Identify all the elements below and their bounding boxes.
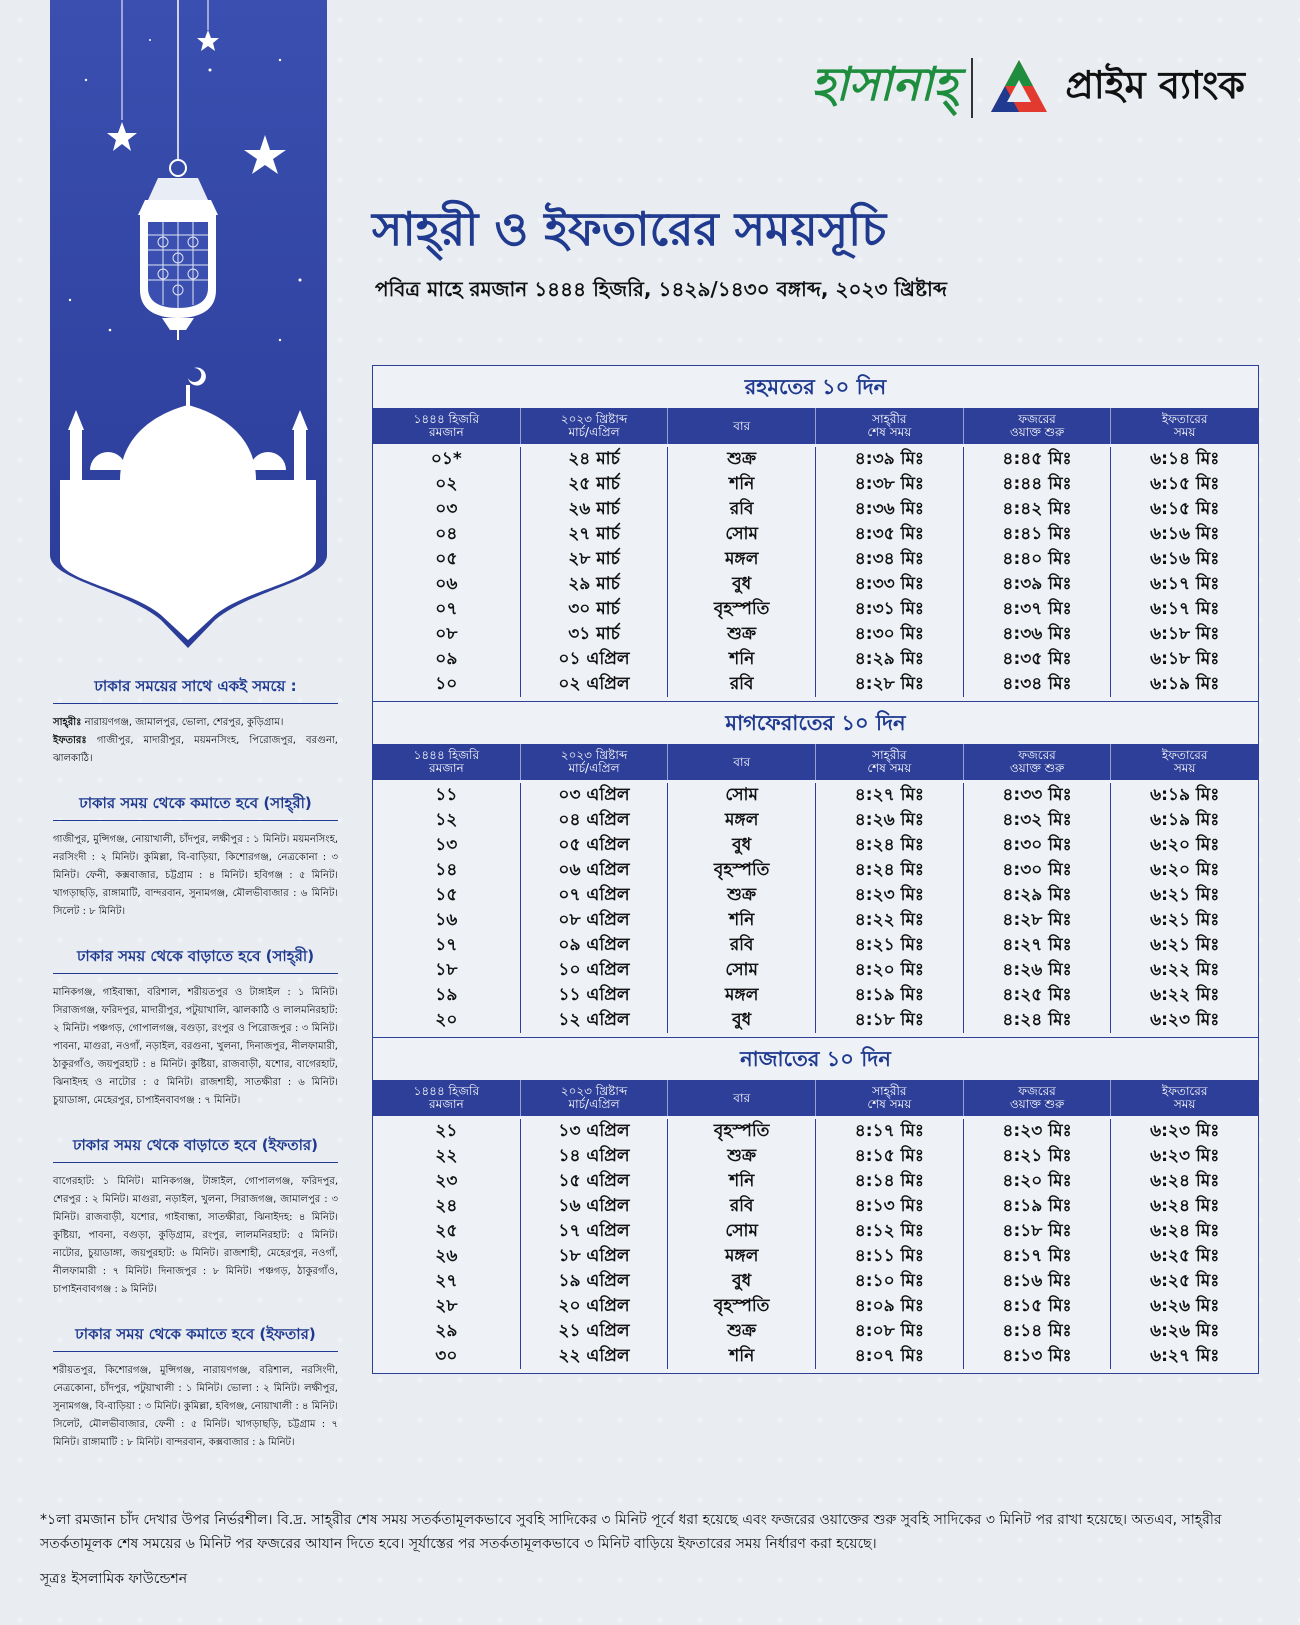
fajr-start: ৪:১৬ মিঃ <box>964 1269 1112 1294</box>
weekday: শনি <box>668 1169 816 1194</box>
weekday: বৃহস্পতি <box>668 858 816 883</box>
fajr-start: ৪:১৩ মিঃ <box>964 1344 1112 1369</box>
table-row <box>373 858 1258 883</box>
note-text: গাজীপুর, মুন্সিগঞ্জ, নোয়াখালী, চাঁদপুর, লক্ষীপুর : ১ মিনিট। ময়মনসিংহ, নরসিংদী : ২ মিনিট। কুমিল্লা, বি-বাড়িয়া, কিশোরগঞ্জ, নেত্রকোনা : ৩ মিনিট। ফেনী, কক্সবাজার, চট্টগ্রাম : ৪ মিনিট। হবিগঞ্জ : ৫ মিনিট। খাগড়াছড়ি, রাঙ্গামাটি, বান্দরবান, সুনামগঞ্জ, মৌলভীবাজার : ৬ মিনিট। সিলেট : ৮ মিনিট। <box>53 834 338 917</box>
gregorian-date: ২৫ মার্চ <box>521 472 669 497</box>
hijri-day: ১৬ <box>373 908 521 933</box>
hijri-day: ১৭ <box>373 933 521 958</box>
fajr-start: ৪:৪১ মিঃ <box>964 522 1112 547</box>
note-text: শরীয়তপুর, কিশোরগঞ্জ, মুন্সিগঞ্জ, নারায়ণগঞ্জ, বরিশাল, নরসিংদী, নেত্রকোনা, চাঁদপুর, পটুয়াখালী : ১ মিনিট। ভোলা : ২ মিনিট। লক্ষীপুর, সুনামগঞ্জ, বি-বাড়িয়া : ৩ মিনিট। কুমিল্লা, হবিগঞ্জ, নোয়াখালী : ৪ মিনিট। সিলেট, মৌলভীবাজার, ফেনী : ৫ মিনিট। খাগড়াছড়ি, চট্টগ্রাম : ৭ মিনিট। রাঙ্গামাটি : ৮ মিনিট। বান্দরবান, কক্সবাজার : ৯ মিনিট। <box>53 1365 338 1448</box>
gregorian-date: ০৭ এপ্রিল <box>521 883 669 908</box>
fajr-start: ৪:৪০ মিঃ <box>964 547 1112 572</box>
fajr-start: ৪:২৬ মিঃ <box>964 958 1112 983</box>
fajr-start: ৪:৪২ মিঃ <box>964 497 1112 522</box>
timetable-section <box>373 701 1258 1037</box>
section-title: রহমতের ১০ দিন <box>744 375 887 399</box>
fajr-start: ৪:১৭ মিঃ <box>964 1244 1112 1269</box>
table-row <box>373 447 1258 472</box>
gregorian-date: ২৪ মার্চ <box>521 447 669 472</box>
column-header: বার <box>668 1080 816 1116</box>
weekday: সোম <box>668 522 816 547</box>
sehri-end: ৪:৩১ মিঃ <box>816 597 964 622</box>
timetable-section <box>373 366 1258 701</box>
weekday: সোম <box>668 958 816 983</box>
iftar-time: ৬:২৩ মিঃ <box>1150 1121 1220 1141</box>
gregorian-date: ২৮ মার্চ <box>521 547 669 572</box>
iftar-time: ৬:১৬ মিঃ <box>1150 549 1220 569</box>
weekday: রবি <box>668 1194 816 1219</box>
hijri-day: ২৯ <box>373 1319 521 1344</box>
gregorian-date: ০৮ এপ্রিল <box>521 908 669 933</box>
column-header: ইফতারের সময় <box>1161 412 1208 439</box>
sehri-end: ৪:১৭ মিঃ <box>816 1119 964 1144</box>
iftar-time: ৬:২১ মিঃ <box>1150 885 1220 905</box>
sehri-end: ৪:২৪ মিঃ <box>816 858 964 883</box>
iftar-time: ৬:২০ মিঃ <box>1150 860 1220 880</box>
sehri-end: ৪:২৯ মিঃ <box>816 647 964 672</box>
table-row <box>373 833 1258 858</box>
fajr-start: ৪:২৩ মিঃ <box>964 1119 1112 1144</box>
iftar-time: ৬:১৯ মিঃ <box>1150 785 1220 805</box>
gregorian-date: ০৪ এপ্রিল <box>521 808 669 833</box>
footnote: *১লা রমজান চাঁদ দেখার উপর নির্ভরশীল। বি.দ্র. সাহ্‌রীর শেষ সময় সতর্কতামূলকভাবে সুবহি সাদিকের ৩ মিনিট পূর্বে ধরা হয়েছে এবং ফজরের ওয়াক্তের শুরু সুবহি সাদিকের ৩ মিনিট পর রাখা হয়েছে। অতএব, সাহ্‌রীর সতর্কতামূলক শেষ সময়ের ৬ মিনিট পর ফজরের আযান দিতে হবে। সূর্যাস্তের পর সতর্কতামূলকভাবে ৩ মিনিট বাড়িয়ে ইফতারের সময় নির্ধারণ করা হয়েছে। <box>40 1512 1222 1552</box>
hijri-day: ০৩ <box>373 497 521 522</box>
hijri-day: ১৪ <box>373 858 521 883</box>
column-header: ২০২৩ খ্রিষ্টাব্দ মার্চ/এপ্রিল <box>521 744 669 780</box>
fajr-start: ৪:৩৪ মিঃ <box>964 672 1112 697</box>
sehri-end: ৪:৩৩ মিঃ <box>816 572 964 597</box>
table-row <box>373 883 1258 908</box>
note-line <box>53 714 338 732</box>
table-row <box>373 1344 1258 1369</box>
weekday: সোম <box>668 1219 816 1244</box>
weekday: বৃহস্পতি <box>668 597 816 622</box>
fajr-start: ৪:৩৫ মিঃ <box>964 647 1112 672</box>
note-line-text: গাজীপুর, মাদারীপুর, ময়মনসিংহ, পিরোজপুর, বরগুনা, ঝালকাঠি। <box>53 735 338 764</box>
gregorian-date: ২০ এপ্রিল <box>521 1294 669 1319</box>
fajr-start: ৪:১৪ মিঃ <box>964 1319 1112 1344</box>
hijri-day: ০৯ <box>373 647 521 672</box>
fajr-start: ৪:৪৫ মিঃ <box>964 447 1112 472</box>
note-text <box>53 714 338 768</box>
section-title: নাজাতের ১০ দিন <box>373 1037 1258 1080</box>
note-text: মানিকগঞ্জ, গাইবান্ধা, বরিশাল, শরীয়তপুর ও টাঙ্গাইল : ১ মিনিট। সিরাজগঞ্জ, ফরিদপুর, মাদারীপুর, পটুয়াখালি, ঝালকাঠি ও লালমনিরহাট: ২ মিনিট। পঞ্চগড়, গোপালগঞ্জ, বগুড়া, রংপুর ও পিরোজপুর : ৩ মিনিট। পাবনা, মাগুরা, নওগাঁ, নড়াইল, বরগুনা, খুলনা, দিনাজপুর, নীলফামারী, ঠাকুরগাঁও, জয়পুরহাট : ৪ মিনিট। কুষ্টিয়া, রাজবাড়ী, যশোর, বাগেরহাট, ঝিনাইদহ ও নাটোর : ৫ মিনিট। রাজশাহী, সাতক্ষীরা : ৬ মিনিট। চুয়াডাঙ্গা, মেহেরপুর, চাপাইনবাবগঞ্জ : ৭ মিনিট। <box>53 987 338 1106</box>
gregorian-date: ০২ এপ্রিল <box>521 672 669 697</box>
table-row <box>373 672 1258 697</box>
timetable-section <box>373 1037 1258 1373</box>
sehri-end: ৪:১৯ মিঃ <box>816 983 964 1008</box>
sehri-end: ৪:২৮ মিঃ <box>816 672 964 697</box>
table-row <box>373 908 1258 933</box>
iftar-time: ৬:১৪ মিঃ <box>1150 449 1220 469</box>
hijri-day: ১০ <box>373 672 521 697</box>
table-row <box>373 572 1258 597</box>
column-header: ১৪৪৪ হিজরি রমজান <box>373 744 521 780</box>
table-row <box>373 597 1258 622</box>
note-text: বাগেরহাট: ১ মিনিট। মানিকগঞ্জ, টাঙ্গাইল, গোপালগঞ্জ, ফরিদপুর, শেরপুর : ২ মিনিট। মাগুরা, নড়াইল, খুলনা, সিরাজগঞ্জ, জামালপুর : ৩ মিনিট। রাজবাড়ী, যশোর, গাইবান্ধা, সাতক্ষীরা, ঝিনাইদহ: ৪ মিনিট। কুষ্টিয়া, পাবনা, বগুড়া, কুড়িগ্রাম, রংপুর, লালমনিরহাট: ৫ মিনিট। নাটোর, চুয়াডাঙ্গা, জয়পুরহাট: ৬ মিনিট। রাজশাহী, মেহেরপুর, নওগাঁ, নীলফামারী : ৭ মিনিট। দিনাজপুর : ৮ মিনিট। পঞ্চগড়, ঠাকুরগাঁও, চাপাইনবাবগঞ্জ : ৯ মিনিট। <box>53 1176 338 1295</box>
column-header: ফজরের ওয়াক্ত শুরু <box>964 744 1112 780</box>
note-label: ইফতারঃ <box>53 735 87 746</box>
column-header: বার <box>668 744 816 780</box>
gregorian-date: ৩০ মার্চ <box>521 597 669 622</box>
iftar-time: ৬:২৬ মিঃ <box>1150 1321 1220 1341</box>
iftar-time: ৬:২৪ মিঃ <box>1150 1221 1220 1241</box>
iftar-time: ৬:২৬ মিঃ <box>1150 1296 1220 1316</box>
iftar-time: ৬:১৬ মিঃ <box>1150 524 1220 544</box>
gregorian-date: ২৯ মার্চ <box>521 572 669 597</box>
fajr-start: ৪:২১ মিঃ <box>964 1144 1112 1169</box>
hijri-day: ১১ <box>373 783 521 808</box>
hijri-day: ১৮ <box>373 958 521 983</box>
gregorian-date: ১১ এপ্রিল <box>521 983 669 1008</box>
iftar-time: ৬:১৫ মিঃ <box>1150 499 1220 519</box>
table-row <box>373 1194 1258 1219</box>
iftar-time: ৬:২২ মিঃ <box>1150 985 1220 1005</box>
iftar-time: ৬:১৯ মিঃ <box>1150 674 1220 694</box>
note-line-text: নারায়ণগঞ্জ, জামালপুর, ভোলা, শেরপুর, কুড়িগ্রাম। <box>81 717 284 728</box>
gregorian-date: ০১ এপ্রিল <box>521 647 669 672</box>
note-heading: ঢাকার সময় থেকে কমাতে হবে (ইফতার) <box>53 1323 338 1352</box>
table-row <box>373 1269 1258 1294</box>
iftar-time: ৬:২১ মিঃ <box>1150 935 1220 955</box>
column-header: সাহ্‌রীর শেষ সময় <box>816 1080 964 1116</box>
weekday: বুধ <box>668 1269 816 1294</box>
hijri-day: ০২ <box>373 472 521 497</box>
sehri-end: ৪:৩৮ মিঃ <box>816 472 964 497</box>
table-row <box>373 1244 1258 1269</box>
gregorian-date: ২৭ মার্চ <box>521 522 669 547</box>
table-header <box>373 744 1258 780</box>
iftar-time: ৬:২৩ মিঃ <box>1150 1010 1220 1030</box>
hijri-day: ০১* <box>373 447 521 472</box>
fajr-start: ৪:৩০ মিঃ <box>964 858 1112 883</box>
prime-bank-logo-icon <box>987 56 1051 120</box>
weekday: রবি <box>668 933 816 958</box>
table-row <box>373 647 1258 672</box>
hijri-day: ২২ <box>373 1144 521 1169</box>
hijri-day: ২০ <box>373 1008 521 1033</box>
hijri-day: ২৬ <box>373 1244 521 1269</box>
gregorian-date: ২১ এপ্রিল <box>521 1319 669 1344</box>
source-credit: সূত্রঃ ইসলামিক ফাউন্ডেশন <box>40 1571 188 1587</box>
weekday: শনি <box>668 472 816 497</box>
table-row <box>373 958 1258 983</box>
sehri-end: ৪:৩৯ মিঃ <box>816 447 964 472</box>
gregorian-date: ০৬ এপ্রিল <box>521 858 669 883</box>
weekday: বুধ <box>668 572 816 597</box>
iftar-time: ৬:১৫ মিঃ <box>1150 474 1220 494</box>
gregorian-date: ০৫ এপ্রিল <box>521 833 669 858</box>
fajr-start: ৪:১৫ মিঃ <box>964 1294 1112 1319</box>
page-subtitle: পবিত্র মাহে রমজান ১৪৪৪ হিজরি, ১৪২৯/১৪৩০ বঙ্গাব্দ, ২০২৩ খ্রিষ্টাব্দ <box>375 277 947 301</box>
table-row <box>373 472 1258 497</box>
weekday: শুক্র <box>668 883 816 908</box>
sehri-end: ৪:৩০ মিঃ <box>816 622 964 647</box>
hasanah-logo: হাসানাহ্ <box>811 56 958 111</box>
hijri-day: ১৯ <box>373 983 521 1008</box>
gregorian-date: ১৭ এপ্রিল <box>521 1219 669 1244</box>
lantern-mosque-illustration <box>50 0 327 650</box>
fajr-start: ৪:৪৪ মিঃ <box>964 472 1112 497</box>
sehri-end: ৪:৩৪ মিঃ <box>816 547 964 572</box>
table-header <box>373 1080 1258 1116</box>
weekday: শনি <box>668 908 816 933</box>
column-header: ২০২৩ খ্রিষ্টাব্দ মার্চ/এপ্রিল <box>521 408 669 444</box>
hijri-day: ২৪ <box>373 1194 521 1219</box>
iftar-time: ৬:১৭ মিঃ <box>1150 599 1220 619</box>
gregorian-date: ১৮ এপ্রিল <box>521 1244 669 1269</box>
gregorian-date: ১৩ এপ্রিল <box>521 1119 669 1144</box>
hijri-day: ০৬ <box>373 572 521 597</box>
iftar-time: ৬:২৭ মিঃ <box>1150 1346 1220 1366</box>
sehri-end: ৪:১০ মিঃ <box>816 1269 964 1294</box>
fajr-start: ৪:৩৬ মিঃ <box>964 622 1112 647</box>
note-line <box>53 732 338 768</box>
ramadan-timetable <box>372 365 1259 1374</box>
hijri-day: ১৫ <box>373 883 521 908</box>
note-label: সাহ্‌রীঃ <box>53 717 82 728</box>
iftar-time: ৬:১৮ মিঃ <box>1150 649 1220 669</box>
hijri-day: ১৩ <box>373 833 521 858</box>
fajr-start: ৪:৩০ মিঃ <box>964 833 1112 858</box>
hijri-day: ২৩ <box>373 1169 521 1194</box>
table-header <box>373 408 1258 444</box>
column-header: ১৪৪৪ হিজরি রমজান <box>373 408 521 444</box>
gregorian-date: ২৬ মার্চ <box>521 497 669 522</box>
weekday: বুধ <box>668 1008 816 1033</box>
iftar-time: ৬:২০ মিঃ <box>1150 835 1220 855</box>
fajr-start: ৪:৩৭ মিঃ <box>964 597 1112 622</box>
weekday: রবি <box>668 672 816 697</box>
weekday: সোম <box>668 783 816 808</box>
column-header: ১৪৪৪ হিজরি রমজান <box>373 1080 521 1116</box>
gregorian-date: ১৪ এপ্রিল <box>521 1144 669 1169</box>
sehri-end: ৪:২৭ মিঃ <box>816 783 964 808</box>
iftar-time: ৬:১৭ মিঃ <box>1150 574 1220 594</box>
column-header: ফজরের ওয়াক্ত শুরু <box>964 408 1112 444</box>
sehri-end: ৪:২২ মিঃ <box>816 908 964 933</box>
hijri-day: ২৭ <box>373 1269 521 1294</box>
section-title: মাগফেরাতের ১০ দিন <box>373 701 1258 744</box>
hijri-day: ২৮ <box>373 1294 521 1319</box>
sehri-end: ৪:০৯ মিঃ <box>816 1294 964 1319</box>
table-row <box>373 1144 1258 1169</box>
table-row <box>373 547 1258 572</box>
weekday: শনি <box>668 647 816 672</box>
sehri-end: ৪:০৭ মিঃ <box>816 1344 964 1369</box>
table-row <box>373 622 1258 647</box>
weekday: মঙ্গল <box>668 808 816 833</box>
sehri-end: ৪:২৬ মিঃ <box>816 808 964 833</box>
table-row <box>373 983 1258 1008</box>
logo-divider <box>971 58 973 118</box>
fajr-start: ৪:৩২ মিঃ <box>964 808 1112 833</box>
sehri-end: ৪:১১ মিঃ <box>816 1244 964 1269</box>
table-row <box>373 1294 1258 1319</box>
weekday: শনি <box>668 1344 816 1369</box>
table-row <box>373 1319 1258 1344</box>
weekday: মঙ্গল <box>668 983 816 1008</box>
weekday: শুক্র <box>668 1144 816 1169</box>
table-row <box>373 808 1258 833</box>
fajr-start: ৪:২৯ মিঃ <box>964 883 1112 908</box>
sehri-end: ৪:১৪ মিঃ <box>816 1169 964 1194</box>
ramadan-banner <box>50 0 327 650</box>
hijri-day: ০৮ <box>373 622 521 647</box>
page-title: সাহ্‌রী ও ইফতারের সময়সূচি <box>372 202 887 256</box>
gregorian-date: ১৫ এপ্রিল <box>521 1169 669 1194</box>
table-row <box>373 1119 1258 1144</box>
fajr-start: ৪:২০ মিঃ <box>964 1169 1112 1194</box>
iftar-time: ৬:২৩ মিঃ <box>1150 1146 1220 1166</box>
table-row <box>373 522 1258 547</box>
hijri-day: ৩০ <box>373 1344 521 1369</box>
iftar-time: ৬:২১ মিঃ <box>1150 910 1220 930</box>
prime-bank-name: প্রাইম ব্যাংক <box>1065 62 1245 107</box>
note-heading: ঢাকার সময় থেকে বাড়াতে হবে (সাহ্‌রী) <box>53 945 338 974</box>
iftar-time: ৬:২৪ মিঃ <box>1150 1196 1220 1216</box>
weekday: বৃহস্পতি <box>668 1119 816 1144</box>
gregorian-date: ২২ এপ্রিল <box>521 1344 669 1369</box>
sehri-end: ৪:১৮ মিঃ <box>816 1008 964 1033</box>
column-header: ইফতারের সময় <box>1161 748 1208 775</box>
table-row <box>373 933 1258 958</box>
iftar-time: ৬:১৯ মিঃ <box>1150 810 1220 830</box>
note-heading: ঢাকার সময় থেকে বাড়াতে হবে (ইফতার) <box>53 1134 338 1163</box>
sehri-end: ৪:১৫ মিঃ <box>816 1144 964 1169</box>
sehri-end: ৪:১৩ মিঃ <box>816 1194 964 1219</box>
hijri-day: ০৭ <box>373 597 521 622</box>
gregorian-date: ০৩ এপ্রিল <box>521 783 669 808</box>
table-row <box>373 497 1258 522</box>
sehri-end: ৪:২৪ মিঃ <box>816 833 964 858</box>
header-logos <box>811 50 1245 125</box>
gregorian-date: ০৯ এপ্রিল <box>521 933 669 958</box>
note-heading: ঢাকার সময় থেকে কমাতে হবে (সাহ্‌রী) <box>53 792 338 821</box>
weekday: শুক্র <box>668 447 816 472</box>
column-header: ইফতারের সময় <box>1161 1084 1208 1111</box>
iftar-time: ৬:২৪ মিঃ <box>1150 1171 1220 1191</box>
weekday: বুধ <box>668 833 816 858</box>
sehri-end: ৪:২৩ মিঃ <box>816 883 964 908</box>
hijri-day: ২১ <box>373 1119 521 1144</box>
fajr-start: ৪:২৫ মিঃ <box>964 983 1112 1008</box>
weekday: শুক্র <box>668 1319 816 1344</box>
note-heading: ঢাকার সময়ের সাথে একই সময়ে : <box>53 675 338 704</box>
weekday: মঙ্গল <box>668 1244 816 1269</box>
fajr-start: ৪:২৮ মিঃ <box>964 908 1112 933</box>
weekday: রবি <box>668 497 816 522</box>
hijri-day: ১২ <box>373 808 521 833</box>
column-header: ফজরের ওয়াক্ত শুরু <box>964 1080 1112 1116</box>
table-row <box>373 783 1258 808</box>
column-header: সাহ্‌রীর শেষ সময় <box>816 744 964 780</box>
location-adjustment-notes <box>53 675 338 1476</box>
column-header: সাহ্‌রীর শেষ সময় <box>816 408 964 444</box>
gregorian-date: ১২ এপ্রিল <box>521 1008 669 1033</box>
sehri-end: ৪:৩৬ মিঃ <box>816 497 964 522</box>
fajr-start: ৪:২৭ মিঃ <box>964 933 1112 958</box>
fajr-start: ৪:১৯ মিঃ <box>964 1194 1112 1219</box>
hijri-day: ২৫ <box>373 1219 521 1244</box>
table-row <box>373 1169 1258 1194</box>
sehri-end: ৪:২০ মিঃ <box>816 958 964 983</box>
iftar-time: ৬:২৫ মিঃ <box>1150 1246 1220 1266</box>
gregorian-date: ৩১ মার্চ <box>521 622 669 647</box>
sehri-end: ৪:২১ মিঃ <box>816 933 964 958</box>
sehri-end: ৪:৩৫ মিঃ <box>816 522 964 547</box>
weekday: বৃহস্পতি <box>668 1294 816 1319</box>
weekday: মঙ্গল <box>668 547 816 572</box>
hijri-day: ০৪ <box>373 522 521 547</box>
sehri-end: ৪:০৮ মিঃ <box>816 1319 964 1344</box>
gregorian-date: ১৬ এপ্রিল <box>521 1194 669 1219</box>
fajr-start: ৪:২৪ মিঃ <box>964 1008 1112 1033</box>
fajr-start: ৪:১৮ মিঃ <box>964 1219 1112 1244</box>
iftar-time: ৬:১৮ মিঃ <box>1150 624 1220 644</box>
iftar-time: ৬:২৫ মিঃ <box>1150 1271 1220 1291</box>
iftar-time: ৬:২২ মিঃ <box>1150 960 1220 980</box>
hijri-day: ০৫ <box>373 547 521 572</box>
column-header: বার <box>668 408 816 444</box>
fajr-start: ৪:৩৩ মিঃ <box>964 783 1112 808</box>
sehri-end: ৪:১২ মিঃ <box>816 1219 964 1244</box>
table-row <box>373 1008 1258 1033</box>
column-header: ২০২৩ খ্রিষ্টাব্দ মার্চ/এপ্রিল <box>521 1080 669 1116</box>
fajr-start: ৪:৩৯ মিঃ <box>964 572 1112 597</box>
table-row <box>373 1219 1258 1244</box>
weekday: শুক্র <box>668 622 816 647</box>
gregorian-date: ১৯ এপ্রিল <box>521 1269 669 1294</box>
gregorian-date: ১০ এপ্রিল <box>521 958 669 983</box>
